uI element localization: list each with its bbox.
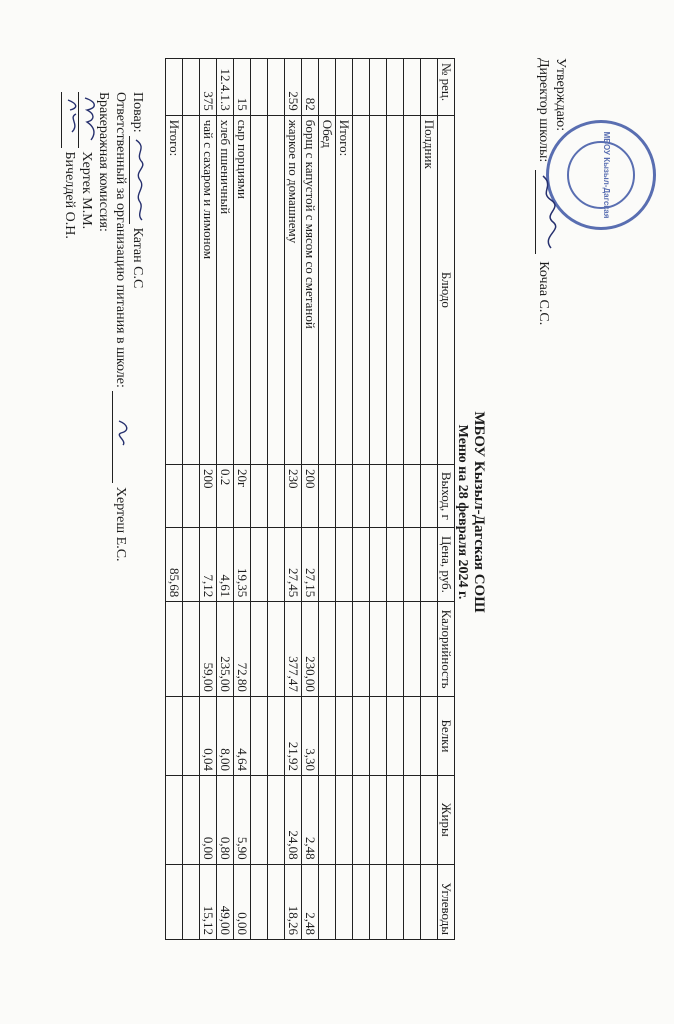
recipe-cell bbox=[387, 59, 404, 116]
carbs-cell bbox=[404, 864, 421, 939]
dish-cell bbox=[387, 115, 404, 464]
table-row bbox=[234, 59, 251, 940]
fats-cell bbox=[370, 776, 387, 865]
price-cell bbox=[404, 527, 421, 602]
col-price-header: Цена, руб. bbox=[438, 527, 455, 602]
carbs-cell bbox=[336, 864, 353, 939]
proteins-cell: 8,00 bbox=[217, 696, 234, 775]
table-row bbox=[183, 59, 200, 940]
stamp-text: МБОУ Кызыл-Дагская bbox=[602, 131, 611, 219]
fats-cell bbox=[353, 776, 370, 865]
output-cell: 200 bbox=[302, 465, 319, 528]
approval-block bbox=[535, 58, 569, 325]
cook-label: Повар: bbox=[130, 92, 145, 133]
signature-icon bbox=[132, 136, 148, 224]
dish-cell: Итого: bbox=[166, 115, 183, 464]
table-row bbox=[421, 59, 438, 940]
output-cell bbox=[370, 465, 387, 528]
output-cell bbox=[404, 465, 421, 528]
price-cell: 7,12 bbox=[200, 527, 217, 602]
calories-cell bbox=[183, 602, 200, 697]
commission-label: Бракеражная комиссия: bbox=[96, 92, 111, 232]
recipe-cell: 375 bbox=[200, 59, 217, 116]
recipe-cell bbox=[166, 59, 183, 116]
calories-cell bbox=[421, 602, 438, 697]
carbs-cell: 15,12 bbox=[200, 864, 217, 939]
cook-signature bbox=[129, 136, 144, 224]
table-row bbox=[285, 59, 302, 940]
proteins-cell bbox=[404, 696, 421, 775]
recipe-cell: 82 bbox=[302, 59, 319, 116]
fats-cell bbox=[268, 776, 285, 865]
table-row bbox=[353, 59, 370, 940]
signature-icon bbox=[64, 92, 82, 148]
fats-cell: 0,00 bbox=[200, 776, 217, 865]
carbs-cell: 18,26 bbox=[285, 864, 302, 939]
dish-cell: жаркое по домашнему bbox=[285, 115, 302, 464]
dish-cell bbox=[183, 115, 200, 464]
calories-cell bbox=[387, 602, 404, 697]
carbs-cell: 49,00 bbox=[217, 864, 234, 939]
member2-name: Бичелдей О.Н. bbox=[62, 151, 77, 239]
dish-cell bbox=[370, 115, 387, 464]
carbs-cell: 2,48 bbox=[302, 864, 319, 939]
dish-cell: хлеб пшеничный bbox=[217, 115, 234, 464]
proteins-cell bbox=[319, 696, 336, 775]
proteins-cell bbox=[421, 696, 438, 775]
menu-table-body bbox=[166, 59, 438, 940]
price-cell bbox=[251, 527, 268, 602]
output-cell: 230 bbox=[285, 465, 302, 528]
calories-cell: 59,00 bbox=[200, 602, 217, 697]
output-cell bbox=[319, 465, 336, 528]
proteins-cell bbox=[268, 696, 285, 775]
table-row bbox=[387, 59, 404, 940]
table-row bbox=[268, 59, 285, 940]
proteins-cell bbox=[353, 696, 370, 775]
school-name: МБОУ Кызыл-Дагская СОШ bbox=[471, 411, 487, 613]
menu-table bbox=[165, 58, 455, 940]
price-cell bbox=[183, 527, 200, 602]
dish-cell: чай с сахаром и лимоном bbox=[200, 115, 217, 464]
dish-cell bbox=[251, 115, 268, 464]
table-row bbox=[319, 59, 336, 940]
proteins-cell bbox=[387, 696, 404, 775]
col-fats-header: Жиры bbox=[438, 776, 455, 865]
table-row bbox=[336, 59, 353, 940]
proteins-cell bbox=[183, 696, 200, 775]
recipe-cell bbox=[251, 59, 268, 116]
fats-cell bbox=[421, 776, 438, 865]
price-cell: 4,61 bbox=[217, 527, 234, 602]
recipe-cell bbox=[421, 59, 438, 116]
calories-cell bbox=[319, 602, 336, 697]
approve-label: Утверждаю: bbox=[553, 58, 568, 132]
calories-cell bbox=[353, 602, 370, 697]
recipe-cell bbox=[183, 59, 200, 116]
dish-cell bbox=[404, 115, 421, 464]
output-cell bbox=[251, 465, 268, 528]
fats-cell bbox=[251, 776, 268, 865]
calories-cell: 377,47 bbox=[285, 602, 302, 697]
carbs-cell bbox=[387, 864, 404, 939]
dish-cell: Полдник bbox=[421, 115, 438, 464]
output-cell: 20г bbox=[234, 465, 251, 528]
carbs-cell bbox=[268, 864, 285, 939]
calories-cell: 230,00 bbox=[302, 602, 319, 697]
member1-name: Хертек М.М. bbox=[79, 151, 94, 230]
signature-icon bbox=[115, 391, 131, 483]
calories-cell bbox=[404, 602, 421, 697]
responsible-name: Хертеш Е.С. bbox=[113, 486, 128, 562]
price-cell: 27,15 bbox=[302, 527, 319, 602]
recipe-cell bbox=[319, 59, 336, 116]
fats-cell bbox=[404, 776, 421, 865]
recipe-cell: 15 bbox=[234, 59, 251, 116]
table-row bbox=[404, 59, 421, 940]
output-cell bbox=[336, 465, 353, 528]
col-recipe-header: № рец. bbox=[438, 59, 455, 116]
price-cell: 85,68 bbox=[166, 527, 183, 602]
col-proteins-header: Белки bbox=[438, 696, 455, 775]
recipe-cell bbox=[268, 59, 285, 116]
calories-cell bbox=[268, 602, 285, 697]
signature-icon bbox=[539, 170, 557, 254]
recipe-cell bbox=[370, 59, 387, 116]
calories-cell bbox=[166, 602, 183, 697]
recipe-cell: 259 bbox=[285, 59, 302, 116]
cook-name: Катан С.С bbox=[130, 227, 145, 289]
fats-cell bbox=[387, 776, 404, 865]
output-cell bbox=[166, 465, 183, 528]
dish-cell: Итого: bbox=[336, 115, 353, 464]
output-cell bbox=[353, 465, 370, 528]
carbs-cell bbox=[319, 864, 336, 939]
table-header-row bbox=[438, 59, 455, 940]
table-row bbox=[166, 59, 183, 940]
fats-cell: 2,48 bbox=[302, 776, 319, 865]
output-cell bbox=[387, 465, 404, 528]
dish-cell: сыр порциями bbox=[234, 115, 251, 464]
table-row bbox=[217, 59, 234, 940]
fats-cell bbox=[166, 776, 183, 865]
menu-title: Меню на 28 февраля 2024 г. bbox=[455, 424, 470, 600]
recipe-cell: 12.4.1.3 bbox=[217, 59, 234, 116]
fats-cell: 0,80 bbox=[217, 776, 234, 865]
responsible-signature bbox=[112, 391, 127, 483]
price-cell bbox=[336, 527, 353, 602]
table-row bbox=[370, 59, 387, 940]
table-row bbox=[251, 59, 268, 940]
output-cell: 0.2 bbox=[217, 465, 234, 528]
proteins-cell bbox=[370, 696, 387, 775]
col-carbs-header: Углеводы bbox=[438, 864, 455, 939]
recipe-cell bbox=[353, 59, 370, 116]
signature-icon bbox=[81, 92, 99, 148]
carbs-cell bbox=[370, 864, 387, 939]
calories-cell: 72,80 bbox=[234, 602, 251, 697]
price-cell bbox=[421, 527, 438, 602]
fats-cell bbox=[336, 776, 353, 865]
recipe-cell bbox=[404, 59, 421, 116]
responsible-label: Ответственный за организацию питания в школе: bbox=[113, 92, 128, 388]
dish-cell bbox=[353, 115, 370, 464]
proteins-cell: 4,64 bbox=[234, 696, 251, 775]
proteins-cell: 21,92 bbox=[285, 696, 302, 775]
carbs-cell bbox=[251, 864, 268, 939]
calories-cell bbox=[251, 602, 268, 697]
calories-cell bbox=[336, 602, 353, 697]
carbs-cell bbox=[166, 864, 183, 939]
proteins-cell: 0,04 bbox=[200, 696, 217, 775]
director-label: Директор школы: bbox=[536, 58, 551, 163]
member2-signature bbox=[61, 92, 76, 148]
carbs-cell bbox=[421, 864, 438, 939]
output-cell bbox=[421, 465, 438, 528]
carbs-cell bbox=[353, 864, 370, 939]
dish-cell: Обед bbox=[319, 115, 336, 464]
proteins-cell: 3,30 bbox=[302, 696, 319, 775]
calories-cell bbox=[370, 602, 387, 697]
output-cell: 200 bbox=[200, 465, 217, 528]
dish-cell bbox=[268, 115, 285, 464]
price-cell bbox=[319, 527, 336, 602]
price-cell bbox=[370, 527, 387, 602]
output-cell bbox=[268, 465, 285, 528]
director-signature bbox=[535, 170, 551, 254]
fats-cell bbox=[319, 776, 336, 865]
proteins-cell bbox=[166, 696, 183, 775]
fats-cell bbox=[183, 776, 200, 865]
col-dish-header: Блюдо bbox=[438, 115, 455, 464]
output-cell bbox=[183, 465, 200, 528]
fats-cell: 5,90 bbox=[234, 776, 251, 865]
price-cell: 19,35 bbox=[234, 527, 251, 602]
price-cell bbox=[353, 527, 370, 602]
price-cell: 27,45 bbox=[285, 527, 302, 602]
carbs-cell bbox=[183, 864, 200, 939]
col-calories-header: Калорийность bbox=[438, 602, 455, 697]
proteins-cell bbox=[336, 696, 353, 775]
fats-cell: 24,08 bbox=[285, 776, 302, 865]
proteins-cell bbox=[251, 696, 268, 775]
col-output-header: Выход, г bbox=[438, 465, 455, 528]
calories-cell: 235,00 bbox=[217, 602, 234, 697]
table-row bbox=[200, 59, 217, 940]
director-name: Кочаа С.С. bbox=[536, 261, 551, 326]
price-cell bbox=[387, 527, 404, 602]
price-cell bbox=[268, 527, 285, 602]
recipe-cell bbox=[336, 59, 353, 116]
dish-cell: борщ с капустой с мясом со сметаной bbox=[302, 115, 319, 464]
carbs-cell: 0,00 bbox=[234, 864, 251, 939]
footer-signatures bbox=[61, 92, 146, 562]
table-row bbox=[302, 59, 319, 940]
